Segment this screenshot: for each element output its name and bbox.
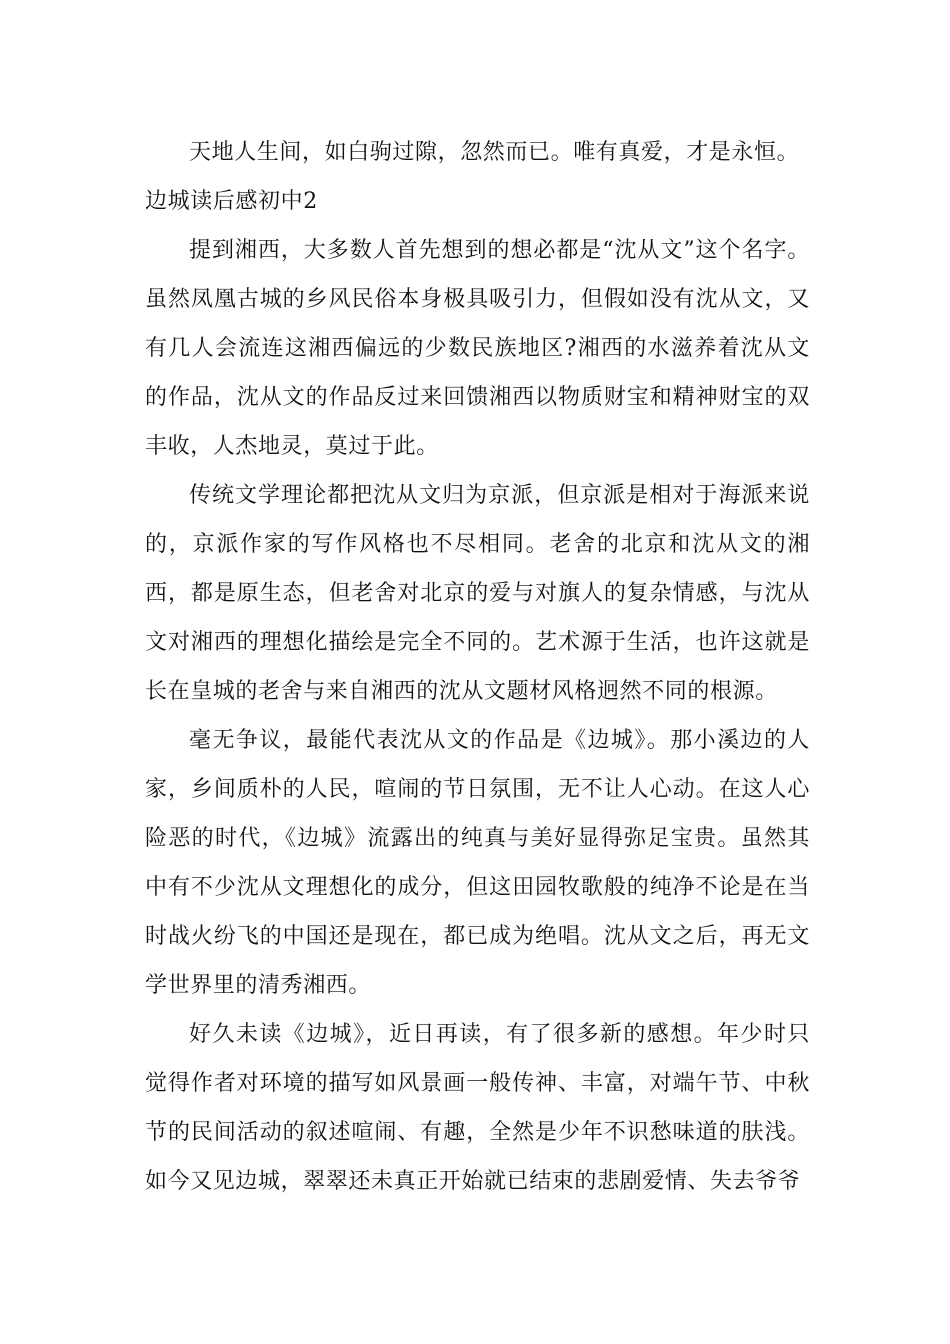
intro-line: 天地人生间，如白驹过隙，忽然而已。唯有真爱，才是永恒。 <box>189 140 800 165</box>
paragraph-2: 传统文学理论都把沈从文归为京派，但京派是相对于海派来说的，京派作家的写作风格也不尽相同。老舍的北京和沈从文的湘西，都是原生态，但老舍对北京的爱与对旗人的复杂情感，与沈从文对湘西的理想化描绘是完全不同的。艺术源于生活，也许这就是长在皇城的老舍与来自湘西的沈从文题材风格迥然不同的根源。 <box>145 483 810 704</box>
paragraph-1: 提到湘西，大多数人首先想到的想必都是“沈从文”这个名字。虽然凤凰古城的乡风民俗本身极具吸引力，但假如没有沈从文，又有几人会流连这湘西偏远的少数民族地区?湘西的水滋养着沈从文的作品，沈从文的作品反过来回馈湘西以物质财宝和精神财宝的双丰收，人杰地灵，莫过于此。 <box>145 238 810 459</box>
section-heading: 边城读后感初中2 <box>145 189 318 214</box>
document-body <box>145 128 810 1206</box>
paragraph-4: 好久未读《边城》，近日再读，有了很多新的感想。年少时只觉得作者对环境的描写如风景画一般传神、丰富，对端午节、中秋节的民间活动的叙述喧闹、有趣，全然是少年不识愁味道的肤浅。如今又见边城，翠翠还未真正开始就已结束的悲剧爱情、失去爷爷 <box>145 1022 810 1194</box>
paragraph-3: 毫无争议，最能代表沈从文的作品是《边城》。那小溪边的人家，乡间质朴的人民，喧闹的节日氛围，无不让人心动。在这人心险恶的时代，《边城》流露出的纯真与美好显得弥足宝贵。虽然其中有不少沈从文理想化的成分，但这田园牧歌般的纯净不论是在当时战火纷飞的中国还是现在，都已成为绝唱。沈从文之后，再无文学世界里的清秀湘西。 <box>145 728 810 998</box>
